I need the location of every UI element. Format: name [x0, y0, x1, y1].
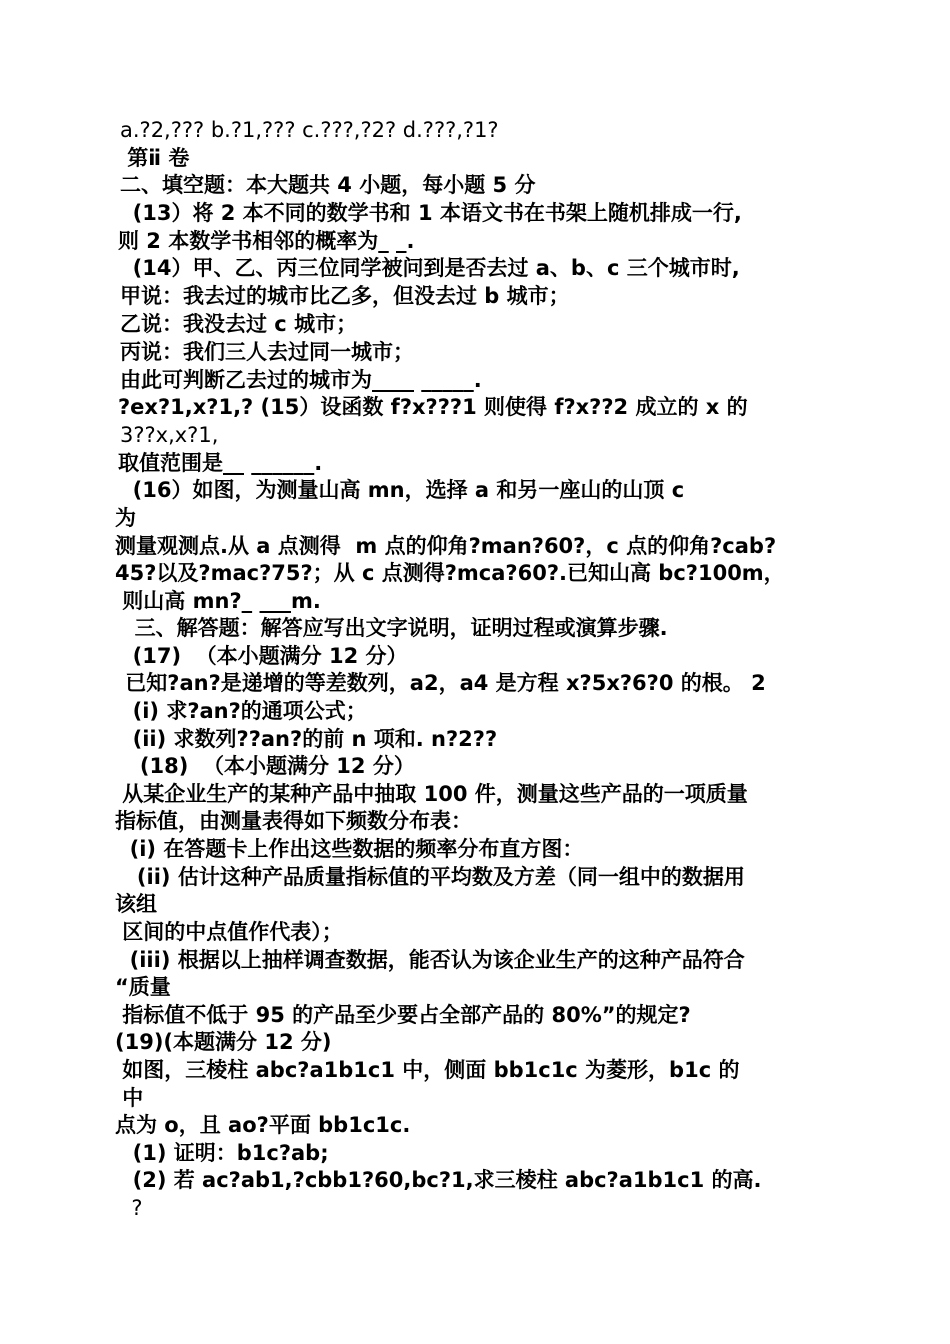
- text-line: (14）甲、乙、丙三位同学被问到是否去过 a、b、c 三个城市时,: [118, 256, 740, 280]
- text-line: (i) 在答题卡上作出这些数据的频率分布直方图：: [115, 837, 584, 861]
- text-line: “质量: [115, 975, 171, 999]
- text-line: a.?2,??? b.?1,??? c.???,?2? d.???,?1?: [120, 118, 499, 142]
- text-line: 45?以及?mac?75?；从 c 点测得?mca?60?.已知山高 bc?100m，: [115, 561, 785, 585]
- text-line: (13）将 2 本不同的数学书和 1 本语文书在书架上随机排成一行,: [118, 201, 742, 225]
- text-line: ?ex?1,x?1,? (15）设函数 f?x???1 则使得 f?x??2 成立的 x 的: [118, 395, 748, 419]
- text-line: 3??x,x?1,: [120, 423, 219, 447]
- text-line: 区间的中点值作代表）；: [115, 920, 343, 944]
- text-line: 已知?an?是递增的等差数列，a2，a4 是方程 x?5x?6?0 的根。 2: [118, 671, 766, 695]
- section-heading: 二、填空题：本大题共 4 小题，每小题 5 分: [120, 173, 536, 197]
- text-line: (16）如图，为测量山高 mn，选择 a 和另一座山的山顶 c: [118, 478, 685, 502]
- text-line: 则 2 本数学书相邻的概率为_ _.: [118, 229, 415, 253]
- text-line: 测量观测点.从 a 点测得 m 点的仰角?man?60?，c 点的仰角?cab?: [115, 534, 777, 558]
- text-line: 中: [115, 1086, 144, 1110]
- text-line: 为: [115, 506, 136, 530]
- text-line: 该组: [115, 892, 157, 916]
- text-line: ?: [118, 1196, 143, 1220]
- text-line: 由此可判断乙去过的城市为____ _____.: [120, 368, 482, 392]
- text-line: (ii) 估计这种产品质量指标值的平均数及方差（同一组中的数据用: [115, 865, 745, 889]
- text-line: 丙说：我们三人去过同一城市；: [120, 340, 414, 364]
- text-line: (ii) 求数列??an?的前 n 项和. n?2??: [118, 727, 498, 751]
- text-line: 指标值不低于 95 的产品至少要占全部产品的 80%”的规定?: [115, 1003, 691, 1027]
- text-line: 点为 o，且 ao?平面 bb1c1c.: [115, 1113, 411, 1137]
- text-line: 乙说：我没去过 c 城市；: [120, 312, 358, 336]
- section-heading: 三、解答题：解答应写出文字说明，证明过程或演算步骤.: [120, 616, 668, 640]
- text-line: (iii) 根据以上抽样调查数据，能否认为该企业生产的这种产品符合: [115, 948, 745, 972]
- text-line: (17) （本小题满分 12 分）: [118, 644, 408, 668]
- text-line: (1) 证明：b1c?ab;: [118, 1141, 329, 1165]
- text-line: 则山高 mn?_ ___m.: [115, 589, 321, 613]
- text-line: 从某企业生产的某种产品中抽取 100 件，测量这些产品的一项质量: [115, 782, 748, 806]
- text-line: (i) 求?an?的通项公式；: [118, 699, 367, 723]
- text-line: 甲说：我去过的城市比乙多，但没去过 b 城市；: [120, 284, 570, 308]
- text-line: (19)(本题满分 12 分): [115, 1030, 332, 1054]
- text-line: 指标值，由测量表得如下频数分布表：: [115, 809, 472, 833]
- text-line: (2) 若 ac?ab1,?cbb1?60,bc?1,求三棱柱 abc?a1b1c1 的高.: [118, 1168, 762, 1192]
- text-line: (18) （本小题满分 12 分）: [118, 754, 415, 778]
- text-line: 如图，三棱柱 abc?a1b1c1 中，侧面 bb1c1c 为菱形，b1c 的: [115, 1058, 740, 1082]
- text-line: 取值范围是__ ______.: [118, 451, 323, 475]
- text-line: 第ⅱ 卷: [120, 146, 190, 170]
